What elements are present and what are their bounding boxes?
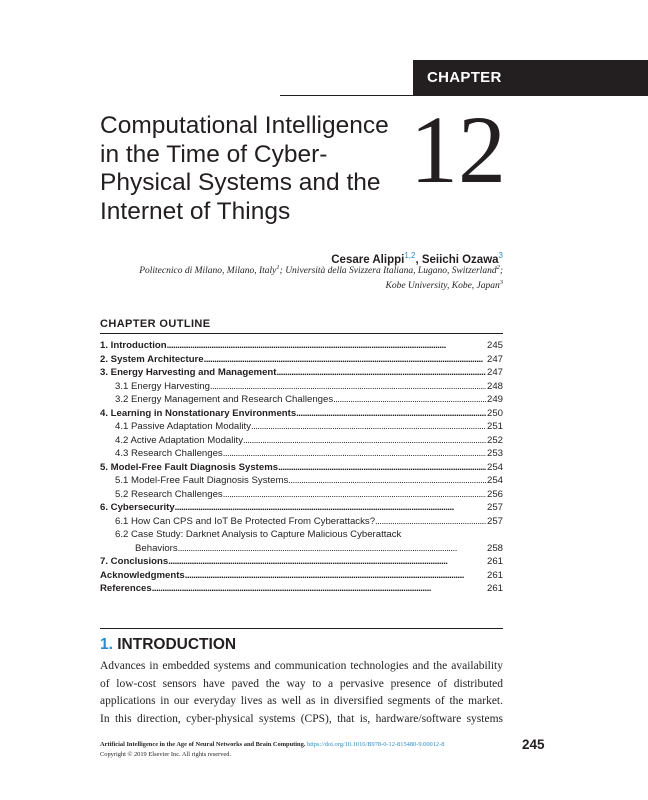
paragraph-line: applications in our everyday lives as well as in diversified segments of the market. (100, 695, 503, 707)
page-footer (100, 740, 444, 760)
author-affiliation-ref[interactable]: 1,2 (404, 251, 416, 260)
affiliation-marker: 3 (499, 279, 503, 286)
toc-entry-references[interactable]: References . . . 261 (100, 582, 503, 596)
toc-entry-research-challenges[interactable]: 4.3 Research Challenges . . . 253 (100, 447, 503, 461)
toc-entry-conclusions[interactable]: 7. Conclusions . . . 261 (100, 555, 503, 569)
section-title: INTRODUCTION (117, 636, 237, 653)
footer-citation (100, 740, 444, 750)
section-number: 1. (100, 636, 113, 653)
header-rule (280, 95, 414, 96)
toc-entry-cps-iot-protection[interactable]: 6.1 How Can CPS and IoT Be Protected From Cyberattacks? . . . 257 (100, 515, 503, 529)
affiliation-marker: 2 (496, 264, 500, 271)
chapter-number: 12 (410, 96, 506, 203)
toc-entry-learning-nonstationary[interactable]: 4. Learning in Nonstationary Environments . . . 250 (100, 407, 503, 421)
title-line: Physical Systems and the (100, 169, 381, 196)
page-number: 245 (522, 737, 545, 752)
table-of-contents (100, 339, 503, 596)
paragraph-line: of low-cost sensors have paved the way to a pervasive presence of distributed (100, 677, 503, 690)
toc-entry-research-challenges[interactable]: 5.2 Research Challenges . . . 256 (100, 488, 503, 502)
toc-entry-active-adaptation[interactable]: 4.2 Active Adaptation Modality . . . 252 (100, 434, 503, 448)
section-heading-introduction (100, 636, 236, 654)
toc-entry-introduction[interactable]: 1. Introduction . . . 245 (100, 339, 503, 353)
toc-entry-acknowledgments[interactable]: Acknowledgments . . . 261 (100, 569, 503, 583)
author-name: Seiichi Ozawa (421, 253, 499, 266)
outline-rule (100, 333, 503, 334)
affiliation-marker: 1 (276, 264, 280, 271)
affiliation-text: ; (499, 266, 503, 277)
title-line: Internet of Things (100, 197, 291, 225)
paragraph-line: Advances in embedded systems and communication technologies and the availability (100, 660, 503, 672)
chapter-title (100, 112, 400, 226)
chapter-label: CHAPTER (413, 60, 648, 96)
toc-entry-fault-diagnosis-systems[interactable]: 5.1 Model-Free Fault Diagnosis Systems . . . 254 (100, 474, 503, 488)
author-affiliation-ref[interactable]: 3 (498, 251, 503, 260)
toc-entry-fault-diagnosis[interactable]: 5. Model-Free Fault Diagnosis Systems . . . 254 (100, 461, 503, 475)
title-line: Computational Intelligence (100, 112, 389, 139)
toc-entry-energy-harvesting-management[interactable]: 3. Energy Harvesting and Management . . . 247 (100, 366, 503, 380)
toc-entry-passive-adaptation[interactable]: 4.1 Passive Adaptation Modality . . . 251 (100, 420, 503, 434)
toc-entry-darknet-case-study-cont[interactable]: Behaviors . . . 258 (100, 542, 503, 556)
author-name: Cesare Alippi (331, 253, 405, 266)
affiliation-text: Politecnico di Milano, Milano, Italy (139, 266, 277, 277)
book-title: Artificial Intelligence in the Age of Neural Networks and Brain Computing. (100, 741, 306, 748)
paragraph-line: In this direction, cyber-physical systems (CPS), that is, hardware/software systems (100, 712, 503, 725)
affiliation-text: ; Università della Svizzera Italiana, Lugano, Switzerland (279, 266, 497, 277)
body-paragraph (100, 658, 503, 728)
toc-entry-energy-harvesting[interactable]: 3.1 Energy Harvesting . . . 248 (100, 380, 503, 394)
toc-entry-energy-management[interactable]: 3.2 Energy Management and Research Challenges . . . 249 (100, 393, 503, 407)
author-separator: , (415, 253, 422, 266)
affiliation-text: Kobe University, Kobe, Japan (385, 281, 500, 292)
affiliation-line (139, 264, 503, 276)
toc-entry-cybersecurity[interactable]: 6. Cybersecurity . . . 257 (100, 501, 503, 515)
outline-heading: CHAPTER OUTLINE (100, 318, 211, 330)
copyright-notice: Copyright © 2019 Elsevier Inc. All rights reserved. (100, 751, 232, 758)
affiliation-line (386, 279, 504, 291)
toc-entry-darknet-case-study[interactable]: 6.2 Case Study: Darknet Analysis to Capture Malicious Cyberattack (115, 529, 402, 540)
section-rule (100, 628, 503, 629)
doi-link[interactable]: https://doi.org/10.1016/B978-0-12-815480-9.00012-8 (307, 741, 445, 748)
toc-entry-system-architecture[interactable]: 2. System Architecture . . . 247 (100, 353, 503, 367)
title-line: in the Time of Cyber- (100, 140, 328, 168)
